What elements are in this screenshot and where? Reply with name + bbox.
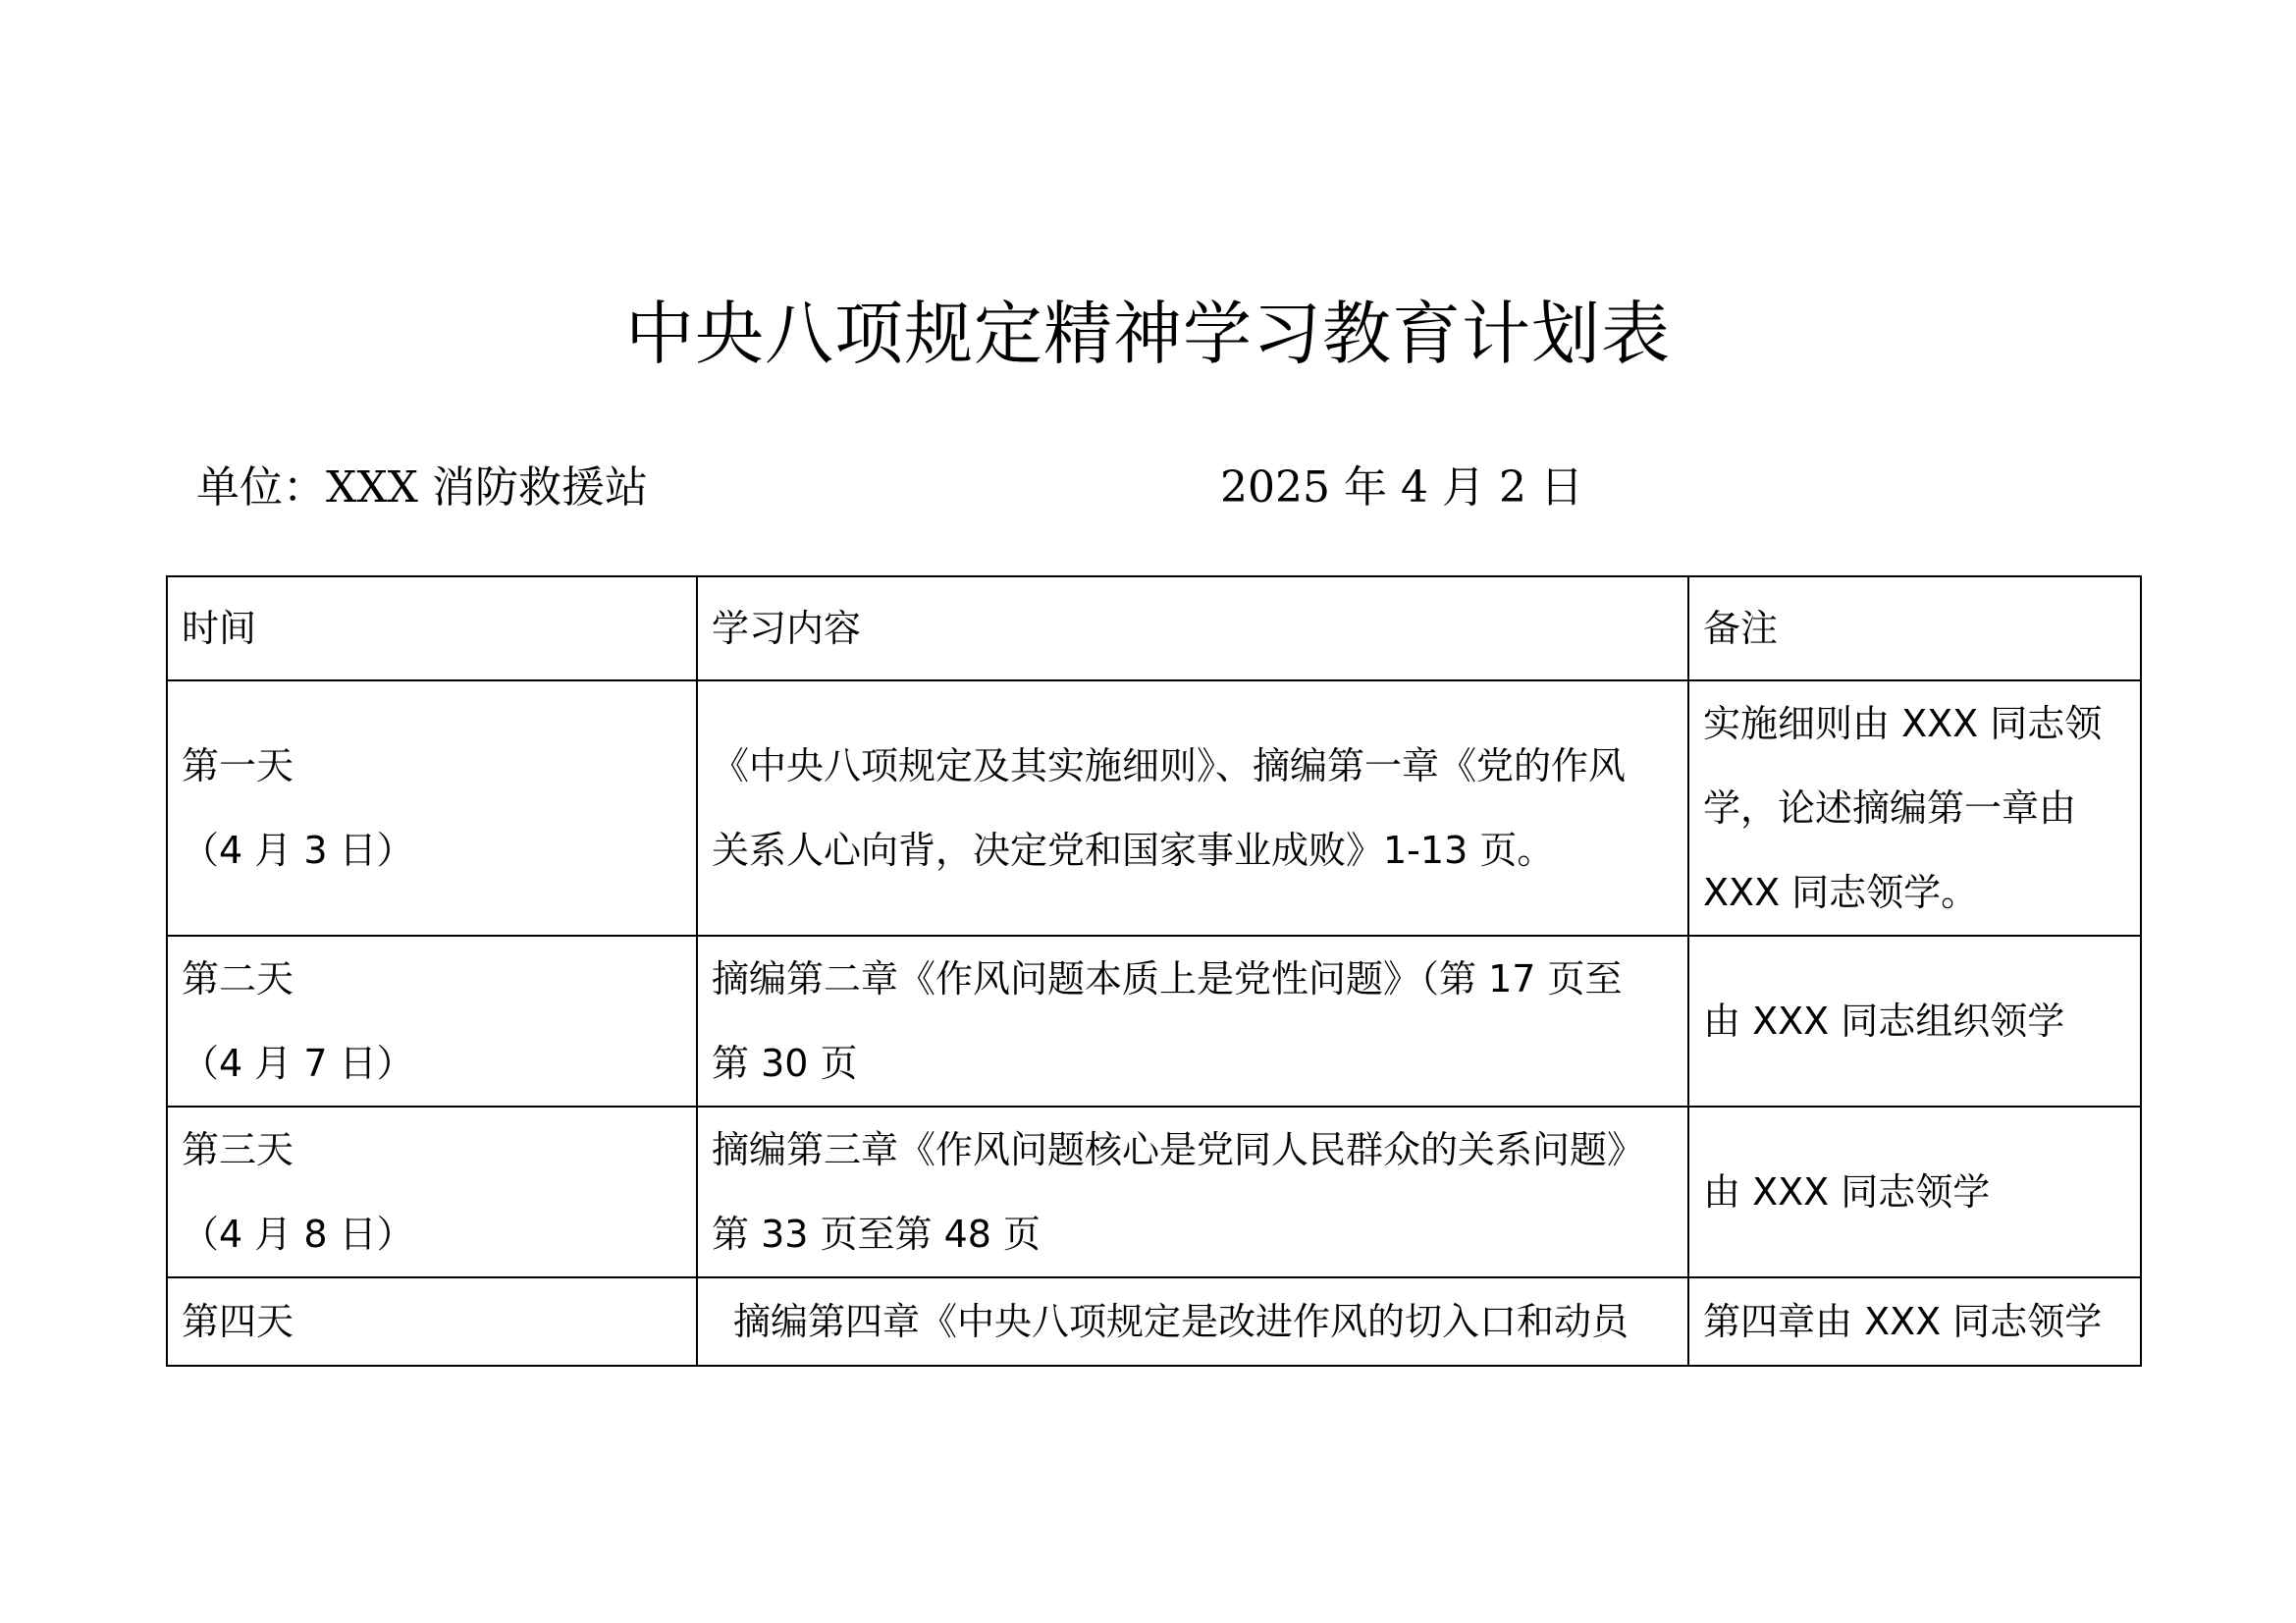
note-line: XXX 同志领学。 [1703, 871, 1979, 914]
content-line: 摘编第二章《作风问题本质上是党性问题》（第 17 页至 [712, 957, 1623, 1001]
content-line: 第 30 页 [712, 1042, 858, 1085]
day-date: （4 月 3 日） [182, 829, 414, 872]
note-line: 由 XXX 同志组织领学 [1703, 1000, 2065, 1043]
time-cell [167, 680, 697, 936]
notes-cell [1688, 936, 2141, 1107]
notes-cell [1688, 1107, 2141, 1277]
table-row [167, 1107, 2141, 1277]
day-label: 第二天 [182, 957, 294, 1001]
date-year-suffix: 年 [1343, 462, 1387, 513]
content-cell [697, 936, 1688, 1107]
unit-label: 单位： [196, 462, 326, 513]
page-title: 中央八项规定精神学习教育计划表 [625, 294, 1671, 374]
time-cell [167, 936, 697, 1107]
day-date: （4 月 8 日） [182, 1213, 414, 1256]
document-date [1220, 454, 1583, 522]
header-content: 学习内容 [697, 576, 1688, 680]
table-row [167, 936, 2141, 1107]
content-line: 摘编第四章《中央八项规定是改进作风的切入口和动员 [733, 1300, 1629, 1343]
notes-cell [1688, 680, 2141, 936]
header-time: 时间 [167, 576, 697, 680]
content-cell [697, 1277, 1688, 1366]
date-year: 2025 [1220, 462, 1330, 513]
day-date: （4 月 7 日） [182, 1042, 414, 1085]
header-notes: 备注 [1688, 576, 2141, 680]
study-plan-table [166, 575, 2142, 1367]
time-cell [167, 1107, 697, 1277]
unit-line [196, 454, 648, 522]
table-row [167, 680, 2141, 936]
note-line: 实施细则由 XXX 同志领 [1703, 702, 2103, 745]
day-label: 第一天 [182, 744, 294, 787]
content-cell [697, 680, 1688, 936]
content-line: 第 33 页至第 48 页 [712, 1213, 1041, 1256]
content-line: 摘编第三章《作风问题核心是党同人民群众的关系问题》 [712, 1128, 1645, 1171]
note-line: 第四章由 XXX 同志领学 [1703, 1300, 2103, 1343]
content-cell [697, 1107, 1688, 1277]
date-month-suffix: 月 [1441, 462, 1485, 513]
content-line: 《中央八项规定及其实施细则》、摘编第一章《党的作风 [712, 744, 1627, 787]
note-line: 由 XXX 同志领学 [1703, 1170, 1991, 1214]
day-label: 第四天 [182, 1300, 294, 1343]
content-line: 关系人心向背，决定党和国家事业成败》1-13 页。 [712, 829, 1555, 872]
table-header-row [167, 576, 2141, 680]
unit-name: 消防救援站 [431, 462, 648, 513]
date-day: 2 [1498, 462, 1526, 513]
day-label: 第三天 [182, 1128, 294, 1171]
table-row [167, 1277, 2141, 1366]
date-month: 4 [1400, 462, 1428, 513]
unit-code: XXX [326, 462, 418, 513]
date-day-suffix: 日 [1539, 462, 1583, 513]
time-cell [167, 1277, 697, 1366]
notes-cell [1688, 1277, 2141, 1366]
note-line: 学，论述摘编第一章由 [1703, 786, 2077, 830]
